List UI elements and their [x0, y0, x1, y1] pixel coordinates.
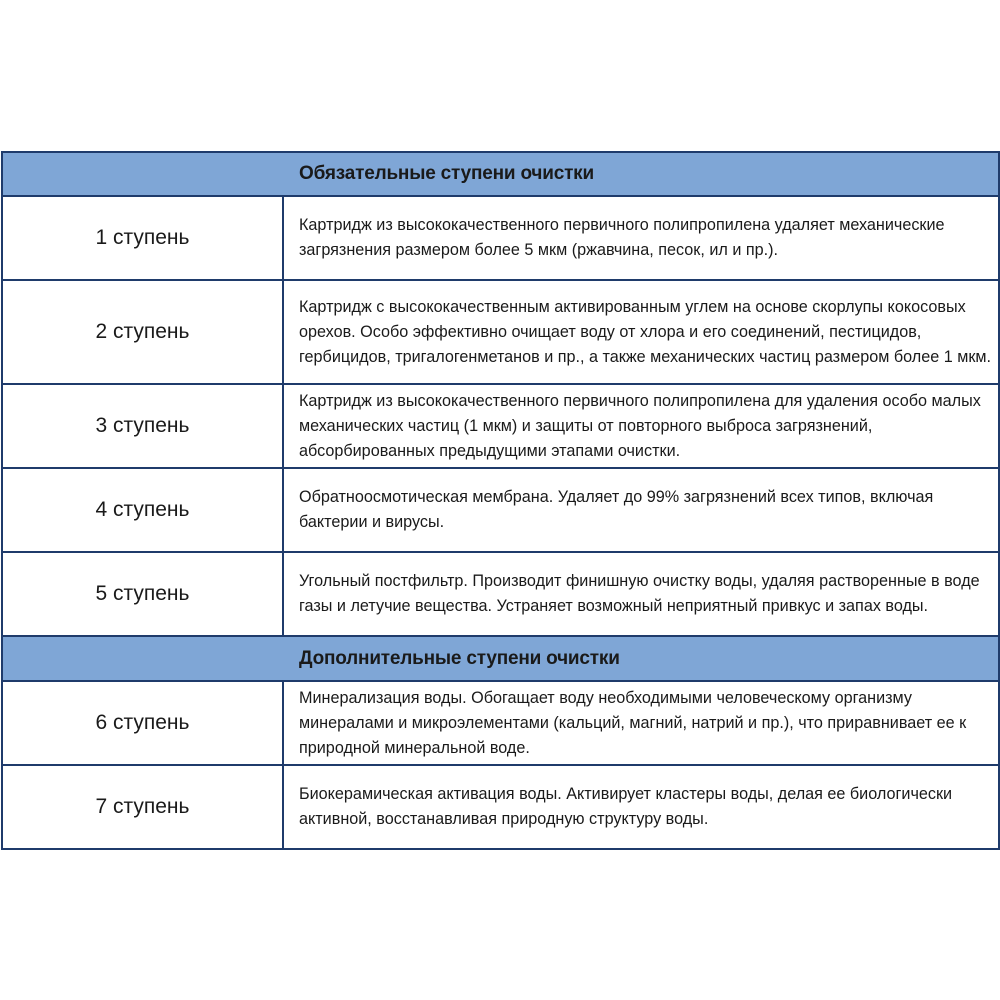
stage-label: 4 ступень — [2, 468, 283, 552]
stage-description: Картридж из высококачественного первичного полипропилена удаляет механические загрязнения размером более 5 мкм (ржавчина, песок, ил и пр.). — [283, 196, 999, 280]
section-header-additional — [2, 636, 999, 681]
table-row — [2, 468, 999, 552]
section-heading: Дополнительные ступени очистки — [2, 636, 999, 681]
stage-label: 3 ступень — [2, 384, 283, 468]
table-row — [2, 552, 999, 636]
stage-label: 5 ступень — [2, 552, 283, 636]
stage-description: Картридж из высококачественного первичного полипропилена для удаления особо малых механических частиц (1 мкм) и защиты от повторного выброса загрязнений, абсорбированных предыдущими этапами очистки. — [283, 384, 999, 468]
table-row — [2, 765, 999, 849]
section-header-mandatory — [2, 152, 999, 196]
table-row — [2, 384, 999, 468]
table-row — [2, 681, 999, 765]
stage-description: Биокерамическая активация воды. Активирует кластеры воды, делая ее биологически активной, восстанавливая природную структуру воды. — [283, 765, 999, 849]
stage-label: 6 ступень — [2, 681, 283, 765]
stage-label: 7 ступень — [2, 765, 283, 849]
stage-label: 2 ступень — [2, 280, 283, 384]
stage-description: Обратноосмотическая мембрана. Удаляет до 99% загрязнений всех типов, включая бактерии и вирусы. — [283, 468, 999, 552]
table-row — [2, 280, 999, 384]
stage-label: 1 ступень — [2, 196, 283, 280]
stage-description: Картридж с высококачественным активированным углем на основе скорлупы кокосовых орехов. Особо эффективно очищает воду от хлора и его соединений, пестицидов, гербицидов, тригалогенметанов и пр., а также механических частиц размером более 1 мкм. — [283, 280, 999, 384]
section-heading: Обязательные ступени очистки — [2, 152, 999, 196]
stage-description: Угольный постфильтр. Производит финишную очистку воды, удаляя растворенные в воде газы и летучие вещества. Устраняет возможный неприятный привкус и запах воды. — [283, 552, 999, 636]
stage-description: Минерализация воды. Обогащает воду необходимыми человеческому организму минералами и микроэлементами (кальций, магний, натрий и пр.), что приравнивает ее к природной минеральной воде. — [283, 681, 999, 765]
table-row — [2, 196, 999, 280]
purification-stages-table — [1, 151, 1000, 850]
